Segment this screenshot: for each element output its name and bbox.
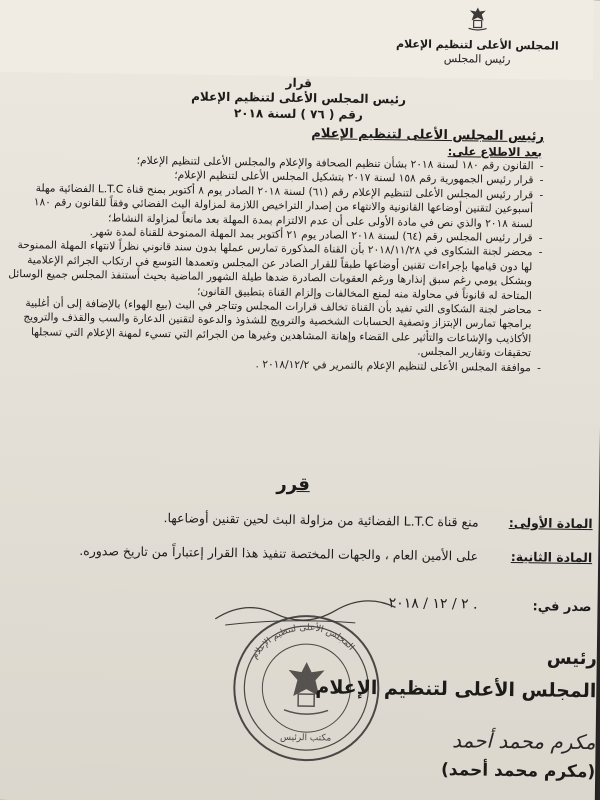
signature-scribble xyxy=(205,591,406,634)
article-two-label: المادة الثانية: xyxy=(510,548,593,566)
clause-item: - القانون رقم ١٨٠ لسنة ٢٠١٨ بشأن تنظيم الصحافة والإعلام والمجلس الأعلى لتنظيم الإعلام؛ xyxy=(10,152,544,174)
preamble-heading: رئيس المجلس الأعلى لتنظيم الإعلام xyxy=(311,126,545,145)
clause-item: - قرار رئيس المجلس رقم (٦٤) لسنة ٢٠١٨ الصادر يوم ٢١ أكتوبر بمد المهلة الممنوحة للقناة لمدة شهر. xyxy=(9,224,543,246)
decree-issuer: رئيس المجلس الأعلى لتنظيم الإعلام xyxy=(191,89,407,107)
clause-item: - قرار رئيس الجمهورية رقم ١٥٨ لسنة ٢٠١٧ بتشكيل المجلس الأعلى لتنظيم الإعلام؛ xyxy=(9,166,543,188)
article-one-text: منع قناة L.T.C الفضائية من مزاولة البث لحين تقنين أوضاعها. xyxy=(163,510,479,530)
decree-title: قرار xyxy=(285,75,313,91)
clause-item: - قرار رئيس المجلس الأعلى لتنظيم الإعلام رقم (٦١) لسنة ٢٠١٨ الصادر يوم ٨ أكتوبر بمنح قناة L.T.C الفضائية مهلة أسبوعين لتقنين أوضاعها القانونية والانتهاء من إصدار التراخيص اللازمة لمزاولة البث الفضائي وفقاً للقانون رقم ١٨٠ لسنة ٢٠١٨ والذي نص في مادة الأولى على أن عدم الالتزام بمدة المهلة بعد مانعاً لمزاولة النشاط؛ xyxy=(9,181,544,232)
letterhead xyxy=(377,3,578,68)
article-two xyxy=(0,540,598,589)
clause-item: - موافقة المجلس الأعلى لتنظيم الإعلام بالتمرير في ٢٠١٨/١٢/٢ . xyxy=(7,354,541,376)
signatory-title: رئيس xyxy=(546,647,597,670)
decree-number: رقم ( ٧٦ ) لسنة ٢٠١٨ xyxy=(233,106,363,122)
clause-item: - محضر لجنة الشكاوى في ٢٠١٨/١١/٢٨ بأن القناة المذكورة تمارس عملها بدون سند قانوني نظراً لانتهاء المهلة الممنوحة لها دون قيامها بإجراءات تقنين أوضاعها طبقاً للقرار الصادر عن المجلس وتعمدها التوسع في ارتكاب الجرائم الإعلامية وبشكل يومي رغم سبق إنذارها ورغم العقوبات الصادرة ضدها طيلة الشهور الماضية بحيث أستنفذ المجلس جميع الوسائل المتاحة له قانوناً في محاولة منه لمنع المخالفات وإلزام القناة بتطبيق القانون؛ xyxy=(8,238,543,303)
clause-item: - محاضر لجنة الشكاوى التي تفيد بأن القناة تخالف قرارات المجلس وتتاجر في البث (بيع الهواء) بالإضافة إلى أن أغلبية برامجها تمارس الإبتزاز وتصفية الحسابات الشخصية والترويج للشذوذ والدعوة لتقنين الدعارة والسب والقذف والترويج الأكاذيب والإشاعات والتأثير على القضاء وإهانة المشاهدين وغيرها من الجرائم التي تسيء لمهنة الإعلام التي تسجلها تحقيقات وتقارير المجلس. xyxy=(7,296,542,361)
letterhead-org: المجلس الأعلى لتنظيم الإعلام xyxy=(395,37,559,53)
seal-ring-text: المجلس الأعلى لتنظيم الإعلام xyxy=(249,623,356,662)
article-one-label: المادة الأولى: xyxy=(508,514,593,532)
signatory-org: المجلس الأعلى لتنظيم الإعلام xyxy=(315,676,597,703)
decision-heading: قرر xyxy=(276,473,310,496)
signatory-name: (مكرم محمد أحمد) xyxy=(440,760,596,783)
handwritten-signature: مكرم محمد أحمد xyxy=(451,728,596,755)
issued-label: صدر في: xyxy=(532,599,592,616)
after-review-label: بعد الاطلاع على: xyxy=(447,144,542,160)
issued-date: ٢ / ١٢ / ٢٠١٨ . xyxy=(388,595,478,613)
seal-bottom-text: مكتب الرئيس xyxy=(280,732,332,744)
preamble-clauses xyxy=(7,152,544,376)
eagle-emblem-icon xyxy=(464,4,492,32)
article-two-text: على الأمين العام ، والجهات المختصة تنفيذ هذا القرار إعتباراً من تاريخ صدوره. xyxy=(79,542,479,564)
article-one xyxy=(0,508,599,537)
letterhead-office: رئيس المجلس xyxy=(443,52,511,66)
